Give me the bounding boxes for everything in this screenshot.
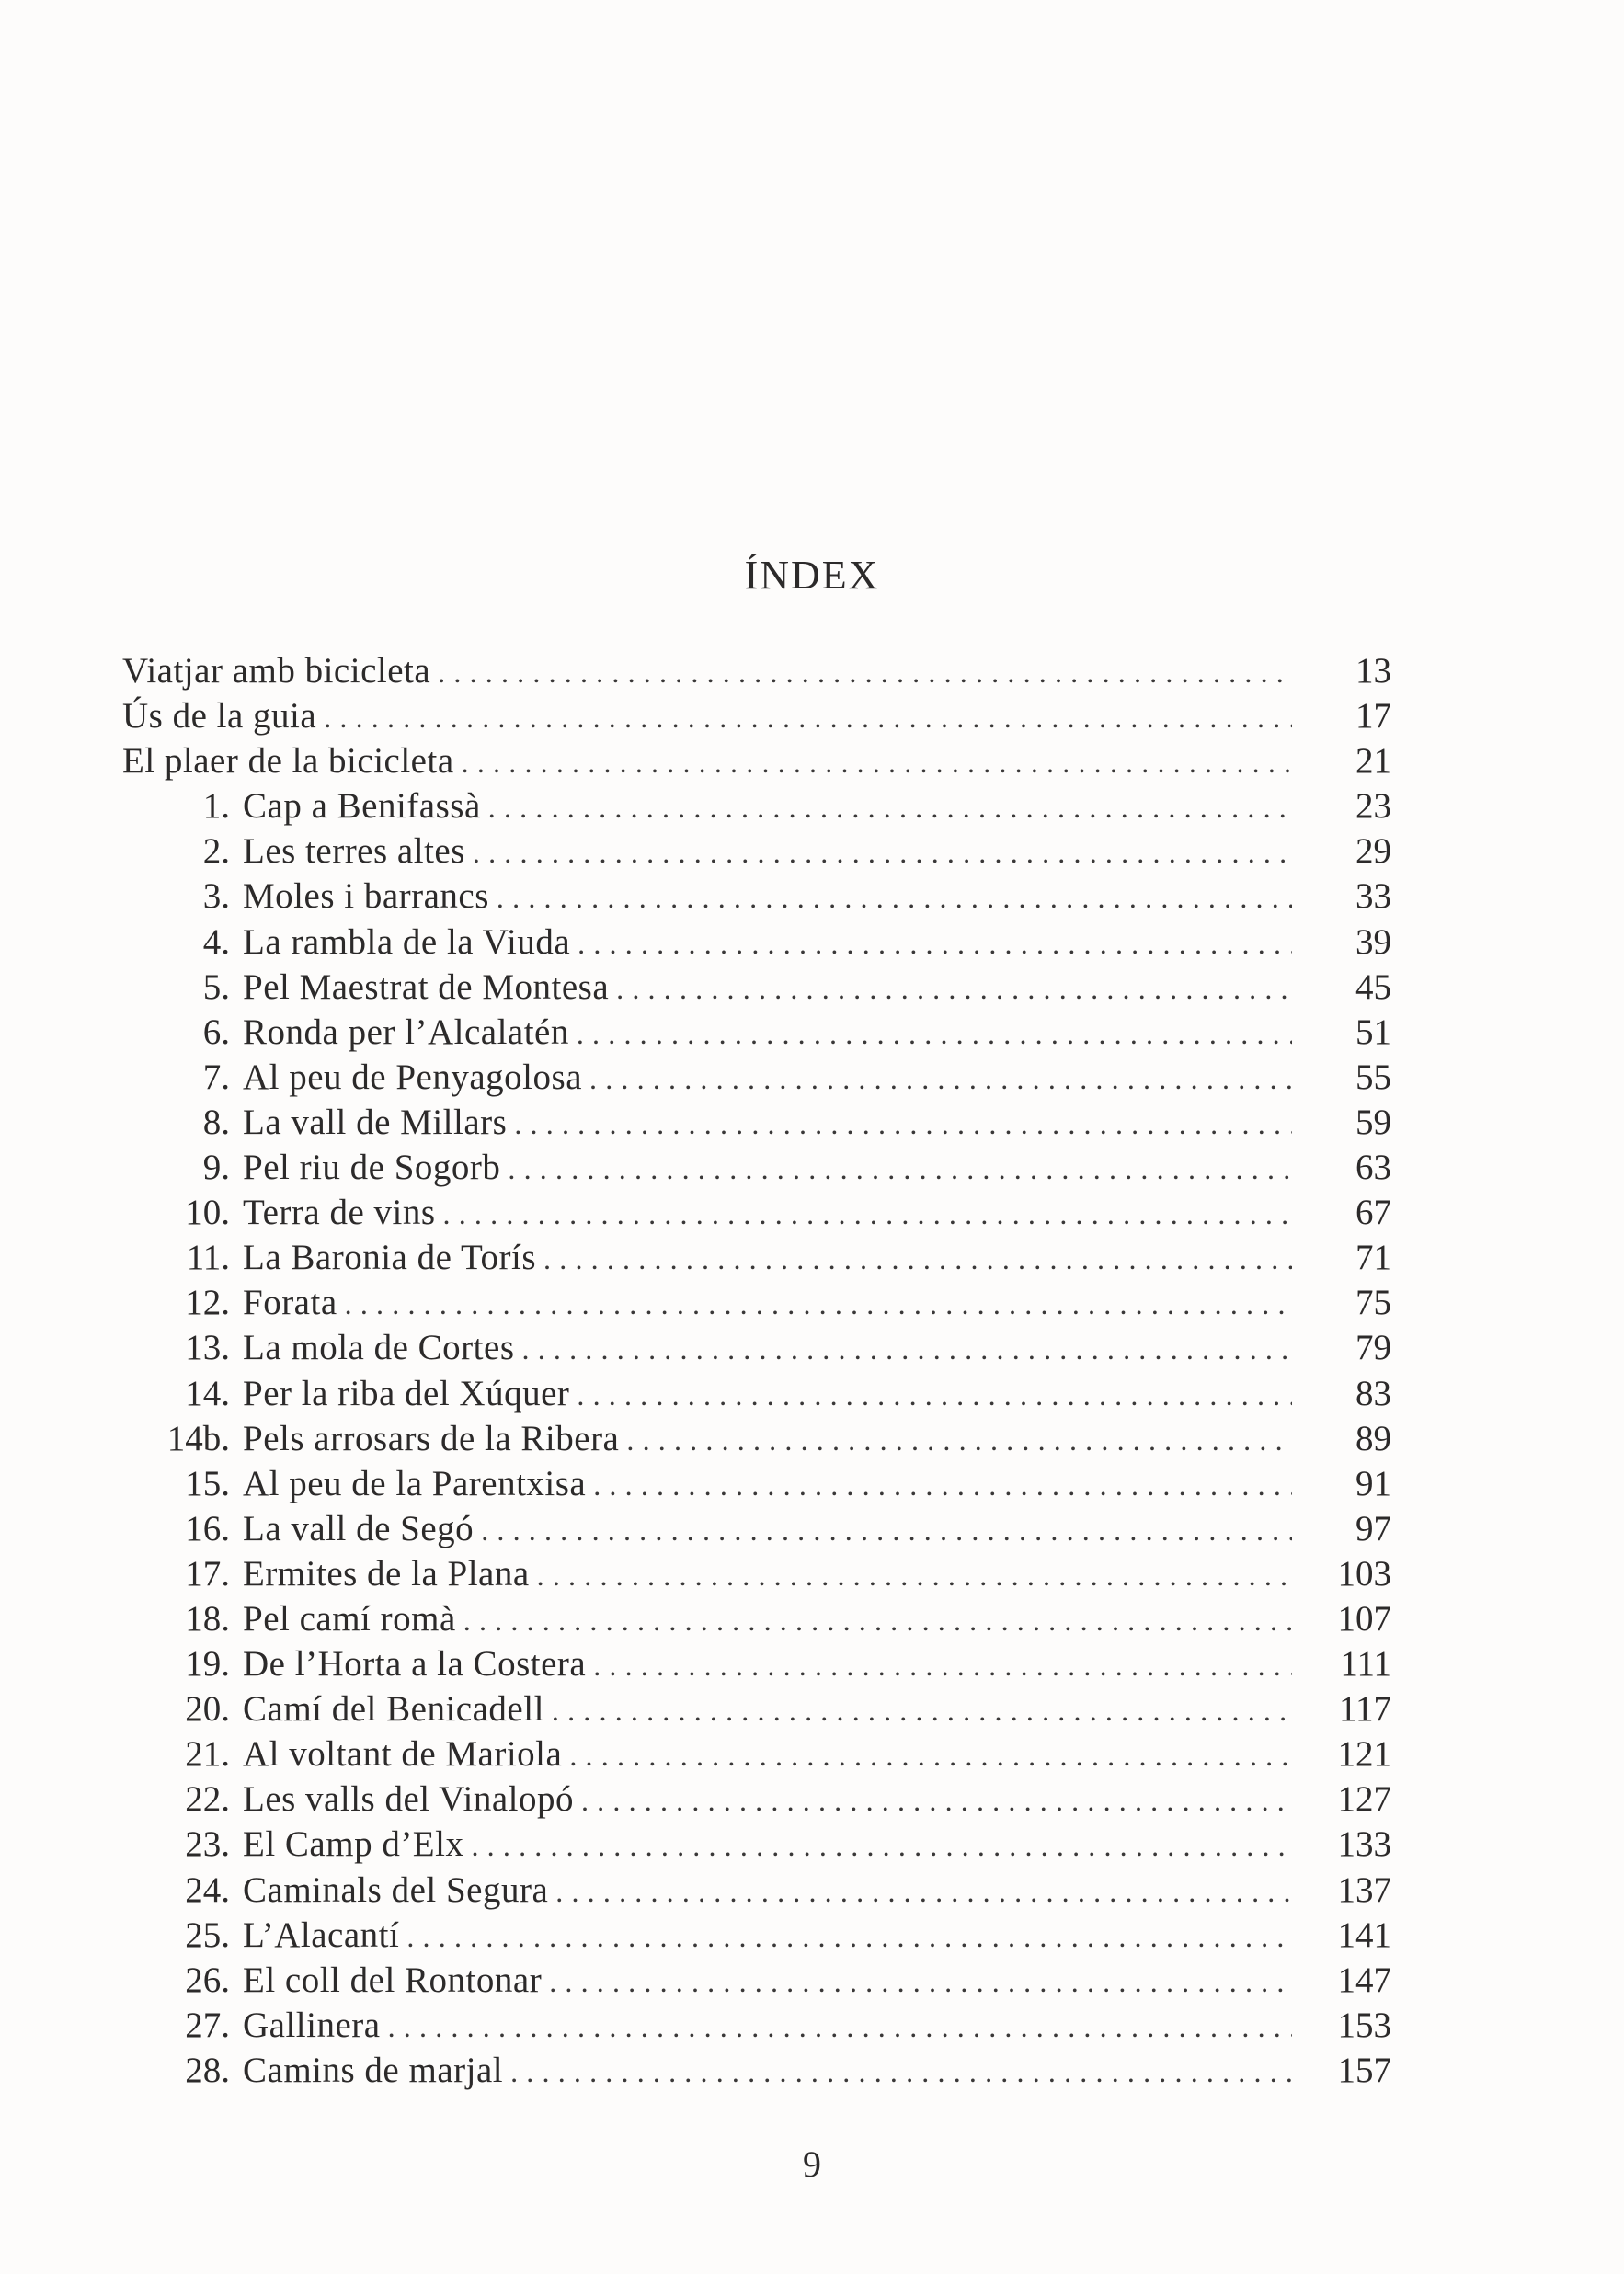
toc-entry-title: La vall de Millars bbox=[243, 1102, 508, 1142]
toc-entry-title: Camins de marjal bbox=[243, 2050, 504, 2090]
toc-entry-title: Caminals del Segura bbox=[243, 1869, 549, 1910]
toc-entry-title: La rambla de la Viuda bbox=[243, 921, 571, 962]
toc-entry-page: 45 bbox=[1355, 966, 1391, 1007]
toc-entry-number: 6. bbox=[202, 1011, 230, 1052]
toc-entry-title: L’Alacantí bbox=[243, 1914, 400, 1955]
toc-entry bbox=[122, 783, 1391, 828]
toc-entry-page: 117 bbox=[1338, 1689, 1391, 1730]
toc-entry-number: 21. bbox=[185, 1734, 230, 1775]
toc-entry-number: 23. bbox=[185, 1824, 230, 1865]
toc-entry-page: 97 bbox=[1355, 1508, 1391, 1548]
toc-entry-number: 8. bbox=[202, 1102, 230, 1142]
toc-entry bbox=[122, 1868, 1391, 1913]
toc-entry bbox=[122, 1371, 1391, 1416]
toc-entry bbox=[122, 1913, 1391, 1958]
dot-leader bbox=[510, 2050, 1292, 2095]
toc-entry-number: 18. bbox=[185, 1598, 230, 1639]
toc-entry-number: 27. bbox=[185, 2005, 230, 2045]
toc-entry bbox=[122, 693, 1391, 738]
dot-leader bbox=[497, 875, 1292, 920]
toc-entry-title: Ús de la guia bbox=[122, 696, 317, 737]
dot-leader bbox=[514, 1102, 1292, 1147]
toc-entry-title: Terra de vins bbox=[243, 1193, 436, 1233]
toc-entry-title: Ermites de la Plana bbox=[243, 1553, 530, 1594]
dot-leader bbox=[462, 740, 1292, 785]
toc-entry-number: 22. bbox=[185, 1779, 230, 1820]
toc-entry-title: Per la riba del Xúquer bbox=[243, 1373, 570, 1413]
toc-entry-page: 137 bbox=[1337, 1869, 1391, 1910]
dot-leader bbox=[577, 1011, 1292, 1057]
toc-entry-page: 133 bbox=[1337, 1824, 1391, 1865]
dot-leader bbox=[552, 1688, 1292, 1733]
toc-entry-page: 141 bbox=[1337, 1914, 1391, 1955]
toc-entry-title: Pel camí romà bbox=[243, 1598, 456, 1639]
toc-entry-number: 1. bbox=[202, 786, 230, 827]
toc-entry-page: 39 bbox=[1355, 921, 1391, 962]
toc-entry-title: La mola de Cortes bbox=[243, 1328, 515, 1368]
toc-entry bbox=[122, 1235, 1391, 1280]
toc-entry bbox=[122, 828, 1391, 874]
toc-entry-page: 89 bbox=[1355, 1418, 1391, 1458]
dot-leader bbox=[463, 1598, 1292, 1643]
toc-entry-number: 16. bbox=[185, 1508, 230, 1548]
toc-entry bbox=[122, 1506, 1391, 1551]
toc-entry bbox=[122, 1551, 1391, 1596]
dot-leader bbox=[438, 650, 1292, 695]
dot-leader bbox=[522, 1327, 1293, 1372]
toc-entry bbox=[122, 1145, 1391, 1190]
dot-leader bbox=[443, 1192, 1292, 1237]
toc-entry-title: Ronda per l’Alcalatén bbox=[243, 1011, 569, 1052]
toc-entry-page: 17 bbox=[1355, 696, 1391, 737]
toc-entry-page: 103 bbox=[1337, 1553, 1391, 1594]
toc-entry bbox=[122, 1731, 1391, 1777]
toc-entry-title: La vall de Segó bbox=[243, 1508, 475, 1548]
toc-entry-page: 147 bbox=[1337, 1960, 1391, 2000]
toc-entry-page: 63 bbox=[1355, 1148, 1391, 1188]
dot-leader bbox=[324, 695, 1292, 740]
dot-leader bbox=[471, 1823, 1292, 1868]
dot-leader bbox=[473, 830, 1292, 875]
toc-entry-page: 33 bbox=[1355, 876, 1391, 917]
toc-entry-page: 23 bbox=[1355, 786, 1391, 827]
dot-leader bbox=[488, 785, 1292, 830]
toc-entry-number: 3. bbox=[202, 876, 230, 917]
dot-leader bbox=[581, 1778, 1292, 1823]
table-of-contents bbox=[122, 648, 1391, 2093]
toc-entry-title: Forata bbox=[243, 1283, 337, 1323]
toc-entry-title: De l’Horta a la Costera bbox=[243, 1644, 587, 1685]
page-number: 9 bbox=[803, 2143, 821, 2185]
page-title: ÍNDEX bbox=[744, 553, 880, 598]
toc-entry-page: 153 bbox=[1337, 2005, 1391, 2045]
toc-entry bbox=[122, 1822, 1391, 1867]
toc-entry-page: 91 bbox=[1355, 1463, 1391, 1503]
dot-leader bbox=[569, 1733, 1292, 1778]
toc-entry-number: 14. bbox=[185, 1373, 230, 1413]
toc-entry-title: El coll del Rontonar bbox=[243, 1960, 543, 2000]
toc-entry-title: El plaer de la bicicleta bbox=[122, 741, 454, 782]
toc-entry bbox=[122, 920, 1391, 965]
toc-entry-number: 4. bbox=[202, 921, 230, 962]
toc-entry bbox=[122, 738, 1391, 783]
dot-leader bbox=[345, 1282, 1292, 1327]
toc-entry bbox=[122, 1596, 1391, 1641]
toc-entry bbox=[122, 1100, 1391, 1145]
toc-entry bbox=[122, 648, 1391, 693]
toc-entry bbox=[122, 2003, 1391, 2048]
toc-entry-title: El Camp d’Elx bbox=[243, 1824, 464, 1865]
toc-entry-page: 83 bbox=[1355, 1373, 1391, 1413]
dot-leader bbox=[406, 1914, 1292, 1960]
toc-entry bbox=[122, 1958, 1391, 2003]
toc-entry-page: 75 bbox=[1355, 1283, 1391, 1323]
dot-leader bbox=[388, 2005, 1292, 2050]
toc-entry bbox=[122, 1416, 1391, 1461]
toc-entry-page: 107 bbox=[1337, 1598, 1391, 1639]
toc-entry-title: Les terres altes bbox=[243, 831, 465, 872]
toc-entry bbox=[122, 1010, 1391, 1055]
toc-entry-number: 17. bbox=[185, 1553, 230, 1594]
toc-entry-page: 111 bbox=[1340, 1644, 1391, 1685]
toc-entry-page: 127 bbox=[1337, 1779, 1391, 1820]
toc-entry bbox=[122, 1461, 1391, 1506]
dot-leader bbox=[508, 1147, 1292, 1192]
toc-entry-number: 19. bbox=[185, 1644, 230, 1685]
dot-leader bbox=[481, 1508, 1292, 1553]
dot-leader bbox=[616, 966, 1292, 1011]
toc-entry-page: 13 bbox=[1355, 651, 1391, 691]
toc-entry-title: Al peu de Penyagolosa bbox=[243, 1057, 583, 1097]
toc-entry-title: Camí del Benicadell bbox=[243, 1689, 544, 1730]
toc-entry-number: 26. bbox=[185, 1960, 230, 2000]
dot-leader bbox=[578, 921, 1292, 966]
dot-leader bbox=[555, 1869, 1292, 1914]
dot-leader bbox=[537, 1553, 1292, 1598]
toc-entry bbox=[122, 1325, 1391, 1370]
dot-leader bbox=[593, 1463, 1292, 1508]
toc-entry-number: 12. bbox=[185, 1283, 230, 1323]
toc-entry-number: 10. bbox=[185, 1193, 230, 1233]
toc-entry bbox=[122, 874, 1391, 919]
toc-entry bbox=[122, 1280, 1391, 1325]
toc-entry-page: 59 bbox=[1355, 1102, 1391, 1142]
toc-entry bbox=[122, 1055, 1391, 1100]
dot-leader bbox=[549, 1960, 1292, 2005]
toc-entry-number: 24. bbox=[185, 1869, 230, 1910]
toc-entry-title: Al voltant de Mariola bbox=[243, 1734, 563, 1775]
toc-entry-number: 14b. bbox=[166, 1418, 230, 1458]
toc-entry-page: 79 bbox=[1355, 1328, 1391, 1368]
toc-entry-title: Viatjar amb bicicleta bbox=[122, 651, 431, 691]
toc-entry-page: 51 bbox=[1355, 1011, 1391, 1052]
toc-entry-number: 20. bbox=[185, 1689, 230, 1730]
toc-entry bbox=[122, 1686, 1391, 1731]
toc-entry-page: 29 bbox=[1355, 831, 1391, 872]
toc-entry-number: 11. bbox=[186, 1238, 230, 1278]
toc-entry-title: Gallinera bbox=[243, 2005, 381, 2045]
toc-entry-title: Les valls del Vinalopó bbox=[243, 1779, 574, 1820]
dot-leader bbox=[589, 1057, 1292, 1102]
toc-entry bbox=[122, 1641, 1391, 1686]
toc-entry bbox=[122, 2048, 1391, 2093]
toc-entry-number: 9. bbox=[202, 1148, 230, 1188]
dot-leader bbox=[626, 1418, 1292, 1463]
toc-entry-page: 157 bbox=[1337, 2050, 1391, 2090]
toc-entry-page: 121 bbox=[1337, 1734, 1391, 1775]
dot-leader bbox=[593, 1643, 1292, 1688]
dot-leader bbox=[577, 1373, 1292, 1418]
toc-entry-number: 7. bbox=[202, 1057, 230, 1097]
toc-entry-title: Pel Maestrat de Montesa bbox=[243, 966, 610, 1007]
toc-entry-number: 28. bbox=[185, 2050, 230, 2090]
toc-entry-number: 5. bbox=[202, 966, 230, 1007]
toc-entry-title: Cap a Benifassà bbox=[243, 786, 481, 827]
toc-entry-title: Al peu de la Parentxisa bbox=[243, 1463, 587, 1503]
toc-entry-page: 71 bbox=[1355, 1238, 1391, 1278]
toc-entry bbox=[122, 1190, 1391, 1235]
toc-entry-title: La Baronia de Torís bbox=[243, 1238, 537, 1278]
toc-entry-number: 25. bbox=[185, 1914, 230, 1955]
toc-entry-page: 55 bbox=[1355, 1057, 1391, 1097]
toc-entry-number: 2. bbox=[202, 831, 230, 872]
toc-entry-title: Moles i barrancs bbox=[243, 876, 489, 917]
toc-entry-title: Pel riu de Sogorb bbox=[243, 1148, 501, 1188]
toc-entry-number: 13. bbox=[185, 1328, 230, 1368]
toc-entry-page: 67 bbox=[1355, 1193, 1391, 1233]
toc-entry-title: Pels arrosars de la Ribera bbox=[243, 1418, 620, 1458]
toc-entry bbox=[122, 965, 1391, 1010]
toc-entry-page: 21 bbox=[1355, 741, 1391, 782]
toc-entry-number: 15. bbox=[185, 1463, 230, 1503]
dot-leader bbox=[543, 1237, 1292, 1282]
toc-entry bbox=[122, 1777, 1391, 1822]
